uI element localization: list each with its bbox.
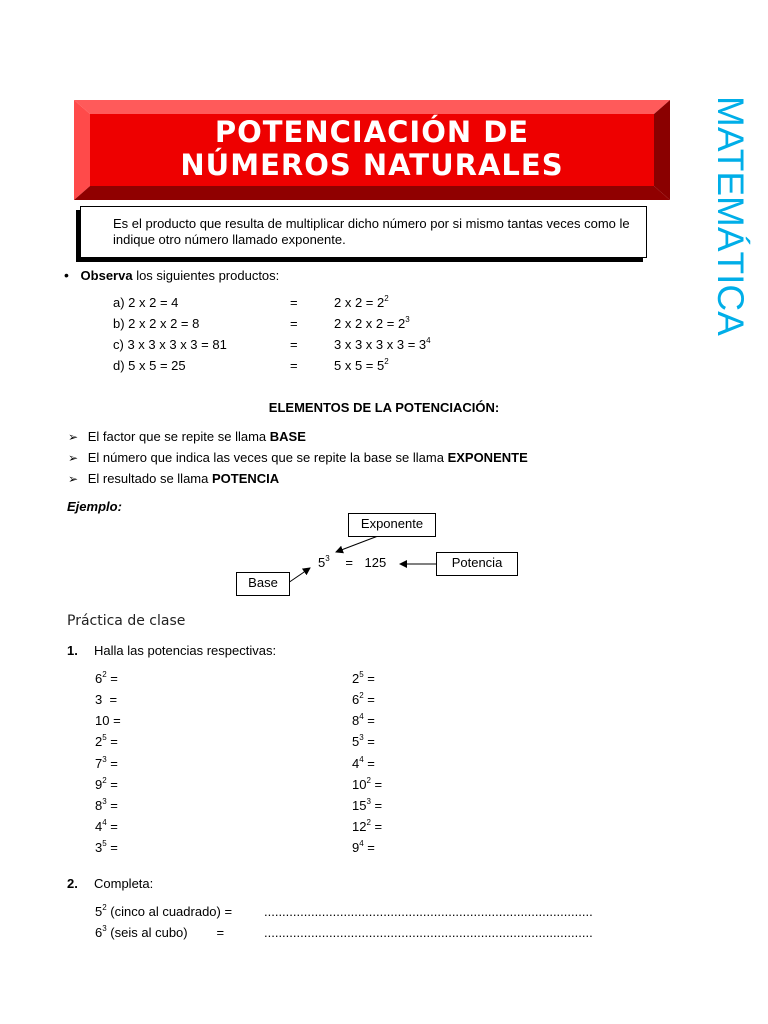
question-number: 1. (67, 643, 78, 658)
arrow-bullet-icon: ➢ (68, 451, 79, 465)
power-label: Potencia (451, 555, 503, 570)
observa-text: los siguientes productos: (132, 268, 280, 283)
practice-title: Práctica de clase (67, 613, 186, 629)
definition-text: Es el producto que resulta de multiplicar dicho número por si mismo tantas veces como le indique otro número llamado exponente. (113, 216, 630, 247)
definition-box (80, 206, 647, 258)
subject-label-text: MATEMÁTICA (710, 96, 751, 336)
subject-label (650, 96, 750, 346)
element-item: ➢ El número que indica las veces que se repite la base se llama EXPONENTE (68, 450, 528, 465)
exercise-item: $8^4$ = (352, 711, 375, 728)
question-text: Halla las potencias respectivas: (94, 643, 277, 658)
exercise-item: $4^4$ = (95, 817, 118, 834)
exercise-item: 10 = (95, 713, 121, 728)
product-right: 3 x 3 x 3 x $3 = 3^4$ (334, 335, 431, 352)
power-label-box (436, 552, 518, 576)
exercise-item: $9^4$ = (352, 838, 375, 855)
exercise-item: $7^3$ = (95, 754, 118, 771)
exercise-item: $10^2$ = (352, 775, 383, 792)
arrow-bullet-icon: ➢ (68, 430, 79, 444)
arrow-bullet-icon: ➢ (68, 472, 79, 486)
element-item: ➢ El resultado se llama POTENCIA (68, 471, 280, 486)
question-1 (67, 643, 277, 659)
observa-line (64, 267, 279, 284)
exponent-label: Exponente (360, 516, 424, 531)
product-eq: = (290, 295, 298, 310)
exercise-item: $6^2$ = (352, 690, 375, 707)
product-left: d) 5 x 5 = 25 (113, 358, 186, 373)
answer-blank[interactable]: ........................................................................................... (264, 925, 593, 940)
title-line-2: NÚMEROS NATURALES (180, 148, 564, 182)
expression (318, 555, 386, 571)
power-diagram (230, 508, 530, 603)
exercise-item: $5^3$ = (352, 732, 375, 749)
product-eq: = (290, 337, 298, 352)
question-text: Completa: (94, 876, 154, 891)
product-eq: = (290, 358, 298, 373)
observa-bold: Observa (80, 268, 133, 283)
product-left: b) 2 x 2 x 2 = 8 (113, 316, 200, 331)
exercise-item: $6^2$ = (95, 669, 118, 686)
base-label-box (236, 572, 290, 596)
base-number: 5 (318, 555, 326, 570)
elements-title: ELEMENTOS DE LA POTENCIACIÓN: (268, 400, 500, 415)
product-right: 5 x $5 = 5^2$ (334, 356, 389, 373)
exponent-label-box (348, 513, 436, 537)
product-right: 2 x $2 = 2^2$ (334, 293, 389, 310)
page-title (96, 116, 648, 182)
exercise-item: $4^4$ = (352, 754, 375, 771)
title-line-1: POTENCIACIÓN DE (214, 115, 530, 149)
equals-sign: = (345, 555, 353, 570)
complete-row: $6^3$ (seis al cubo) = (95, 923, 225, 940)
exercise-item: $3^5$ = (95, 838, 118, 855)
answer-blank[interactable]: ........................................................................................... (264, 904, 593, 919)
exercise-item: $12^2$ = (352, 817, 383, 834)
bullet-icon: • (64, 267, 69, 283)
example-label: Ejemplo: (67, 499, 122, 514)
result-number: 125 (364, 555, 387, 570)
complete-row: $5^2$ (cinco al cuadrado) = (95, 902, 233, 919)
question-number: 2. (67, 876, 78, 891)
exercise-item: $8^3$ = (95, 796, 118, 813)
exercise-item: $15^3$ = (352, 796, 383, 813)
exponent-number: 3 (325, 553, 330, 563)
element-item: ➢ El factor que se repite se llama BASE (68, 429, 306, 444)
product-eq: = (290, 316, 298, 331)
exercise-item: $2^5$ = (352, 669, 375, 686)
product-left: a) 2 x 2 = 4 (113, 295, 179, 310)
exercise-item: 3 = (95, 692, 118, 707)
base-label: Base (248, 575, 278, 590)
exercise-item: $2^5$ = (95, 732, 118, 749)
title-banner (74, 100, 670, 200)
question-2 (67, 876, 154, 892)
product-left: c) 3 x 3 x 3 x 3 = 81 (113, 337, 227, 352)
exercise-item: $9^2$ = (95, 775, 118, 792)
product-right: 2 x 2 x $2 = 2^3$ (334, 314, 410, 331)
